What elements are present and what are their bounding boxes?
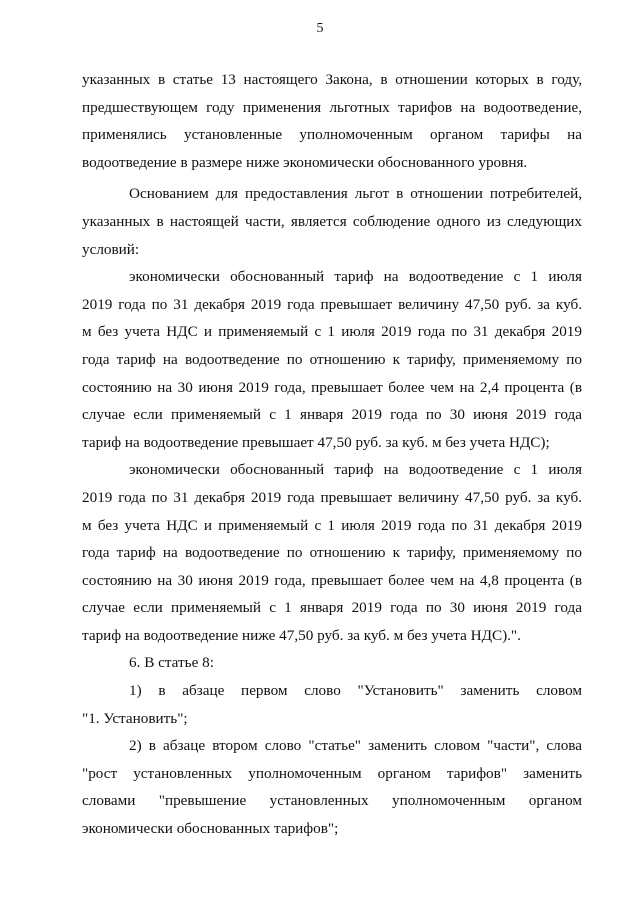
text-line: м без учета НДС и применяемый с 1 июля 2019 года по 31 декабря 2019 [82, 323, 582, 341]
text-line: 6. В статье 8: [129, 654, 214, 672]
text-line: м без учета НДС и применяемый с 1 июля 2019 года по 31 декабря 2019 [82, 516, 582, 534]
text-line: 1) в абзаце первом слово "Установить" заменить словом [129, 682, 582, 700]
text-line: предшествующем году применения льготных тарифов на водоотведение, [82, 98, 582, 116]
text-line: экономически обоснованный тариф на водоотведение с 1 июля [129, 268, 582, 286]
text-line: случае если применяемый с 1 января 2019 года по 30 июня 2019 года [82, 599, 582, 617]
text-line: 2019 года по 31 декабря 2019 года превышает величину 47,50 руб. за куб. [82, 295, 582, 313]
text-line: состоянию на 30 июня 2019 года, превышает более чем на 4,8 процента (в [82, 571, 582, 589]
text-line: словами "превышение установленных уполномоченным органом [82, 792, 582, 810]
text-line: Основанием для предоставления льгот в отношении потребителей, [129, 185, 582, 203]
text-line: указанных в настоящей части, является соблюдение одного из следующих [82, 212, 582, 230]
text-line: состоянию на 30 июня 2019 года, превышает более чем на 2,4 процента (в [82, 378, 582, 396]
text-line: "1. Установить"; [82, 709, 188, 727]
text-line: случае если применяемый с 1 января 2019 года по 30 июня 2019 года [82, 406, 582, 424]
text-line: тариф на водоотведение превышает 47,50 руб. за куб. м без учета НДС); [82, 433, 550, 451]
text-line: года тариф на водоотведение по отношению к тарифу, применяемому по [82, 544, 582, 562]
text-line: года тариф на водоотведение по отношению к тарифу, применяемому по [82, 350, 582, 368]
page-number: 5 [316, 21, 324, 36]
text-line: водоотведение в размере ниже экономически обоснованного уровня. [82, 153, 528, 171]
text-line: тариф на водоотведение ниже 47,50 руб. за куб. м без учета НДС).". [82, 626, 521, 644]
text-line: указанных в статье 13 настоящего Закона, в отношении которых в году, [82, 71, 582, 88]
text-line: экономически обоснованных тарифов"; [82, 820, 339, 838]
text-line: 2019 года по 31 декабря 2019 года превышает величину 47,50 руб. за куб. [82, 488, 582, 506]
document-body [82, 66, 582, 843]
text-line: применялись установленные уполномоченным органом тарифы на [82, 126, 582, 144]
text-line: экономически обоснованный тариф на водоотведение с 1 июля [129, 461, 582, 479]
text-line: условий: [82, 240, 140, 258]
text-line: "рост установленных уполномоченным органом тарифов" заменить [82, 764, 582, 782]
text-line: 2) в абзаце втором слово "статье" заменить словом "части", слова [129, 737, 582, 755]
